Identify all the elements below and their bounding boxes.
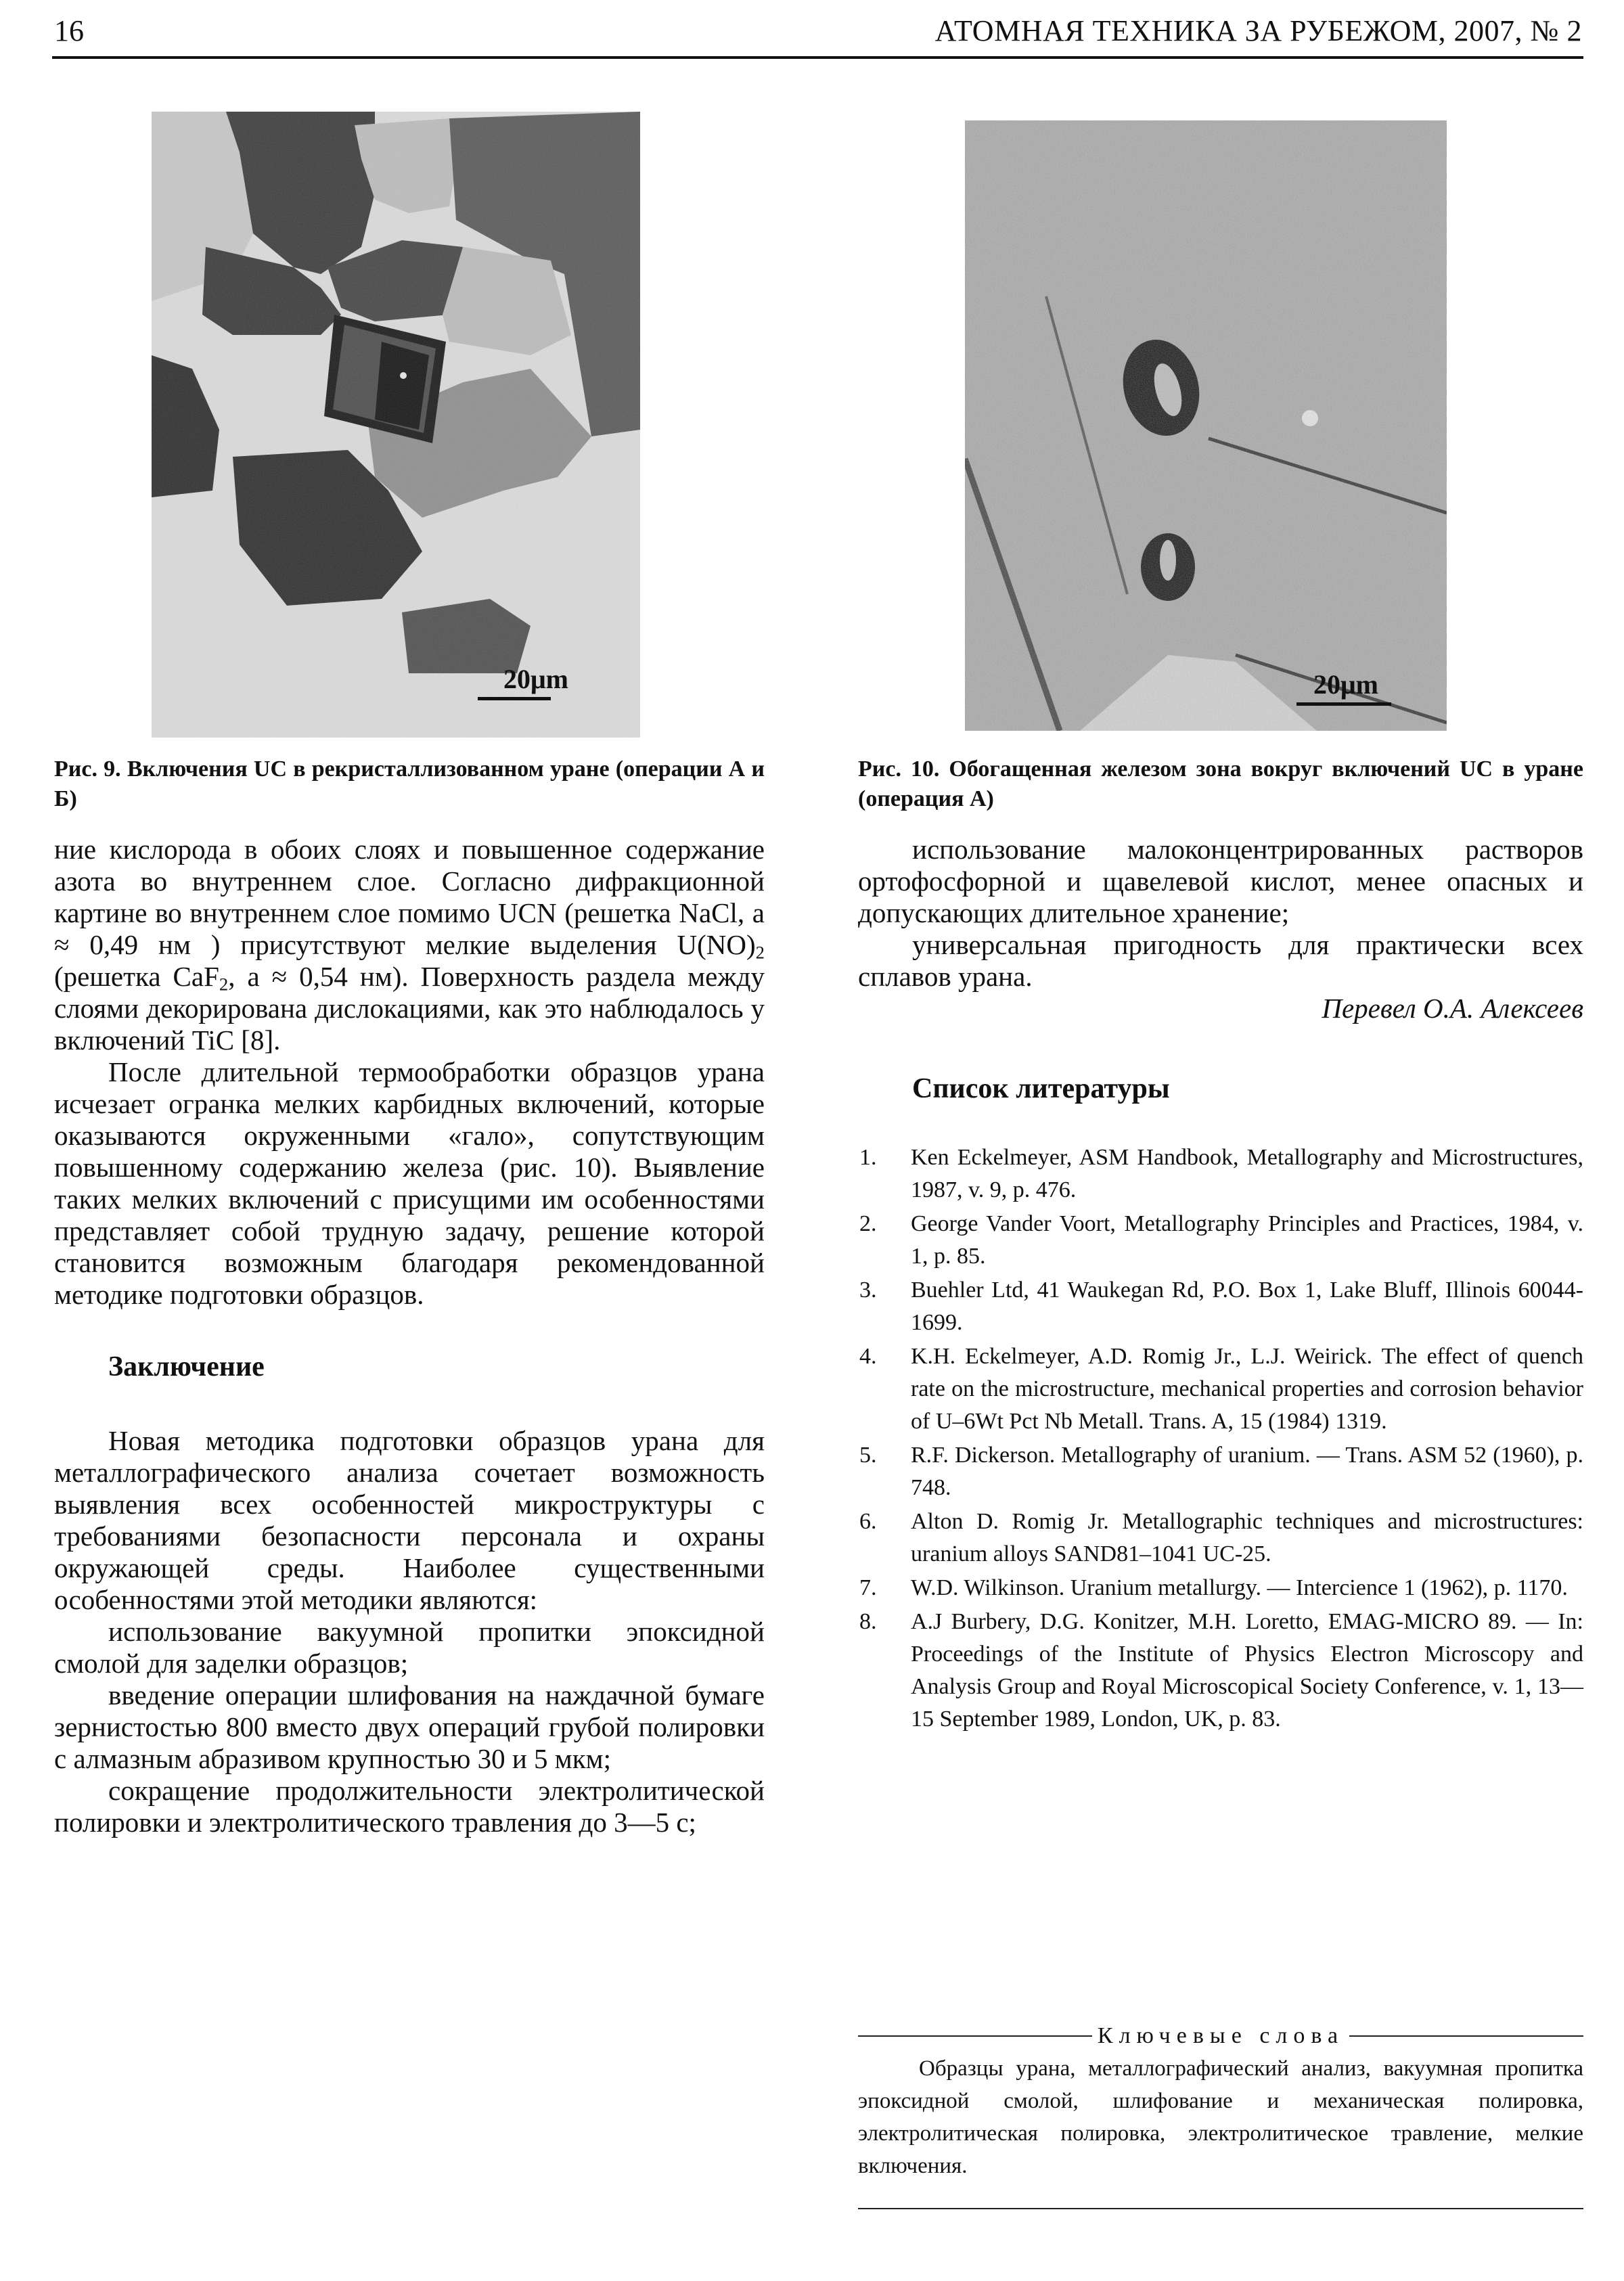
page-number: 16 (54, 14, 84, 47)
paragraph-continued: ние кислорода в обоих слоях и повышенное содержание азота во внутреннем слое. Согласно дифракционной картине во внутреннем слое помимо UCN (решетка NaCl, а ≈ 0,49 нм ) присутствуют мелкие выделения $U(NO)_2$ (решетка CaF$_2$, а ≈ 0,54 нм). Поверхность раздела между слоями декорирована дислокациями, как это наблюдалось у включений TiC [8]. (54, 834, 765, 1056)
keywords-box (858, 2020, 1583, 2182)
reference-item: 4. K.H. Eckelmeyer, A.D. Romig Jr., L.J. Weirick. The effect of quench rate on the microstructure, mechanical properties and corrosion behavior of U–6Wt Pct Nb Metall. Trans. A, 15 (1984) 1319. (859, 1344, 1583, 1434)
translator-credit: Перевел О.А. Алексеев (1322, 993, 1583, 1024)
figure-10-scale-bar (1296, 702, 1391, 706)
keywords-text: Образцы урана, металлографический анализ, вакуумная пропитка эпоксидной смолой, шлифование и механическая полировка, электролитическая полировка, электролитическое травление, мелкие включения. (858, 2056, 1583, 2178)
keywords-bottom-rule (858, 2208, 1583, 2209)
figure-9-scale-bar (478, 697, 551, 700)
references-list (858, 1142, 1583, 1736)
keywords-title: Ключевые слова (1097, 2023, 1345, 2048)
right-column (858, 834, 1583, 1737)
reference-item: 8. A.J Burbery, D.G. Konitzer, M.H. Loretto, EMAG-MICRO 89. — In: Proceedings of the Institute of Physics Electron Microscopy and Analysis Group and Royal Microscopical Society Conference, v. 1, 13—15 September 1989, London, UK, p. 83. (859, 1609, 1583, 1732)
reference-item: 5. R.F. Dickerson. Metallography of uranium. — Trans. ASM 52 (1960), p. 748. (859, 1443, 1583, 1500)
reference-item: 7. W.D. Wilkinson. Uranium metallurgy. — Intercience 1 (1962), p. 1170. (859, 1575, 1568, 1600)
keywords-rule-left (858, 2035, 1092, 2037)
conclusion-item-3: сокращение продолжительности электролитической полировки и электролитического травления до 3—5 с; (54, 1775, 765, 1838)
conclusion-item-2: введение операции шлифования на наждачной бумаге зернистостью 800 вместо двух операций грубой полировки с алмазным абразивом крупностью 30 и 5 мкм; (54, 1679, 765, 1774)
conclusion-heading: Заключение (108, 1351, 265, 1382)
figure-10-micrograph (965, 120, 1447, 731)
figure-9-scale-label: 20μm (503, 664, 568, 694)
paragraph-conclusion: Новая методика подготовки образцов урана для металлографического анализа сочетает возможность выявления всех особенностей микроструктуры с требованиями безопасности персонала и охраны окружающей среды. Наиболее существенными особенностями этой методики являются: (54, 1425, 765, 1615)
journal-title: АТОМНАЯ ТЕХНИКА ЗА РУБЕЖОМ, 2007, № 2 (934, 14, 1582, 47)
reference-item: 2. George Vander Voort, Metallography Principles and Practices, 1984, v. 1, p. 85. (859, 1211, 1583, 1269)
keywords-rule-right (1349, 2035, 1583, 2037)
paragraph-heat-treatment: После длительной термообработки образцов урана исчезает огранка мелких карбидных включений, которые оказываются окруженными «гало», сопутствующим повышенному содержанию железа (рис. 10). Выявление таких мелких включений с присущими им особенностями представляет собой трудную задачу, решение которой становится возможным благодаря рекомендованной методике подготовки образцов. (54, 1056, 765, 1310)
figure-9-micrograph (152, 112, 640, 738)
figure-10-caption: Рис. 10. Обогащенная железом зона вокруг включений UC в уране (операция А) (858, 756, 1583, 811)
figure-9-caption: Рис. 9. Включения UC в рекристаллизованном уране (операции А и Б) (54, 756, 765, 811)
figure-9-texture (152, 112, 640, 738)
figure-10-texture (965, 120, 1447, 731)
keywords-title-row (858, 2020, 1583, 2052)
reference-item: 6. Alton D. Romig Jr. Metallographic techniques and microstructures: uranium alloys SAND81–1041 UC-25. (859, 1509, 1583, 1566)
figure-10-image (965, 120, 1447, 731)
references-heading: Список литературы (912, 1073, 1170, 1104)
left-column (54, 834, 765, 1838)
header-rule (52, 56, 1583, 59)
figure-9-image (152, 112, 640, 738)
conclusion-item-4: использование малоконцентрированных растворов ортофосфорной и щавелевой кислот, менее опасных и допускающих длительное хранение; (858, 834, 1583, 928)
figure-10-scale-label: 20μm (1313, 669, 1378, 700)
reference-item: 3. Buehler Ltd, 41 Waukegan Rd, P.O. Box 1, Lake Bluff, Illinois 60044-1699. (859, 1278, 1583, 1335)
conclusion-item-5: универсальная пригодность для практически всех сплавов урана. (858, 929, 1583, 992)
conclusion-item-1: использование вакуумной пропитки эпоксидной смолой для заделки образцов; (54, 1616, 765, 1679)
reference-item: 1. Ken Eckelmeyer, ASM Handbook, Metallography and Microstructures, 1987, v. 9, p. 476. (859, 1145, 1583, 1202)
